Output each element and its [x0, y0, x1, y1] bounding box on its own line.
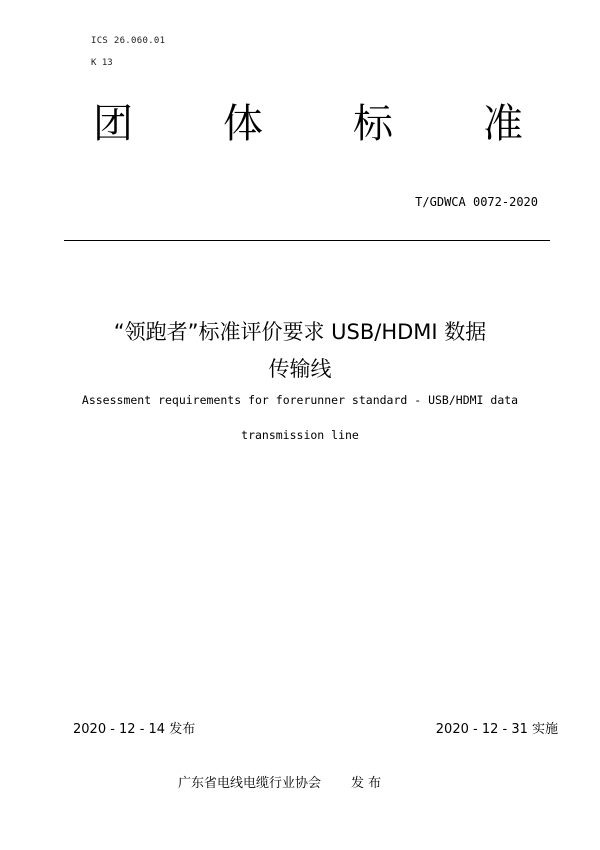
standard-number: T/GDWCA 0072-2020	[415, 195, 538, 209]
header-divider	[64, 240, 550, 241]
title-en-line-1: Assessment requirements for forerunner standard - USB/HDMI data	[81, 393, 519, 407]
ics-code: ICS 26.060.01	[91, 36, 166, 46]
publisher-name: 广东省电线电缆行业协会	[178, 776, 322, 791]
standard-type-char: 体	[223, 101, 263, 147]
title-cn-line-2: 传输线	[268, 357, 332, 381]
publisher-line	[178, 772, 381, 791]
title-cn-line-1: “领跑者”标准评价要求 USB/HDMI 数据	[113, 320, 487, 344]
implementation-date: 2020 - 12 - 31 实施	[435, 722, 558, 737]
standard-type-heading	[93, 98, 523, 150]
standard-type-char: 团	[93, 101, 133, 147]
standard-type-char: 标	[353, 101, 393, 147]
standard-type-char: 准	[483, 101, 523, 147]
issue-date: 2020 - 12 - 14 发布	[73, 722, 196, 737]
publish-action: 发 布	[351, 776, 382, 791]
ccs-code: K 13	[91, 58, 113, 68]
title-en-line-2: transmission line	[241, 428, 359, 442]
